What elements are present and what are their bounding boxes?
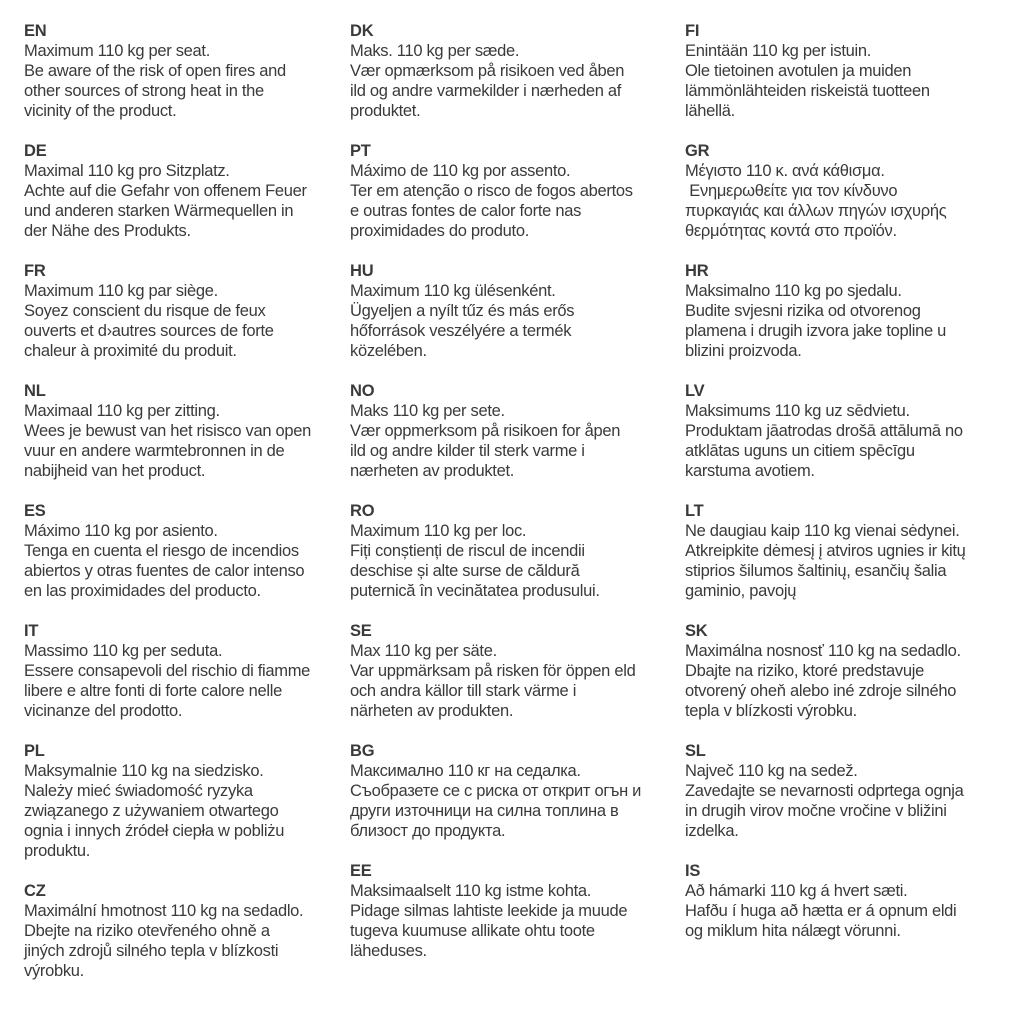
text-line: hőforrások veszélyére a termék [350,322,572,340]
language-section-nl [24,381,356,481]
text-line: Vær opmærksom på risikoen ved åben [350,62,625,80]
language-section-de [24,141,356,241]
language-section-fi [685,21,1017,121]
text-line: Ole tietoinen avotulen ja muiden [685,62,912,80]
text-line: Að hámarki 110 kg á hvert sæti. [685,882,908,900]
text-line: der Nähe des Produkts. [24,222,191,240]
language-section-ee [350,861,682,961]
text-line: e outras fontes de calor forte nas [350,202,582,220]
text-line: близост до продукта. [350,822,506,840]
language-section-it [24,621,356,721]
text-line: Var uppmärksam på risken för öppen eld [350,662,636,680]
text-line: Máximo 110 kg por asiento. [24,522,218,540]
language-column-2 [350,21,682,981]
text-line: Maximálna nosnosť 110 kg na sedadlo. [685,642,961,660]
language-code-label: HR [685,262,709,280]
text-line: Fiți conștienți de riscul de incendii [350,542,585,560]
text-line: Max 110 kg per säte. [350,642,497,660]
text-line: izdelka. [685,822,739,840]
text-line: Maximum 110 kg per loc. [350,522,527,540]
text-line: Máximo de 110 kg por assento. [350,162,571,180]
text-line: Maximum 110 kg par siège. [24,282,218,300]
language-section-bg [350,741,682,841]
language-section-no [350,381,682,481]
language-column-1 [24,21,356,1001]
text-line: Achte auf die Gefahr von offenem Feuer [24,182,307,200]
text-line: Budite svjesni rizika od otvorenog [685,302,921,320]
language-code-label: GR [685,142,710,160]
text-line: Maximum 110 kg per seat. [24,42,210,60]
language-code-label: FR [24,262,46,280]
language-section-hu [350,261,682,361]
text-line: og miklum hita nálægt vörunni. [685,922,901,940]
language-section-pt [350,141,682,241]
text-line: Съобразете се с риска от открит огън и [350,782,642,800]
text-line: Pidage silmas lahtiste leekide ja muude [350,902,628,920]
text-line: nabijheid van het product. [24,462,206,480]
language-code-label: IS [685,862,701,880]
text-line: Be aware of the risk of open fires and [24,62,286,80]
text-line: Hafðu í huga að hætta er á opnum eldi [685,902,957,920]
text-line: chaleur à proximité du produit. [24,342,237,360]
language-section-hr [685,261,1017,361]
text-line: karstuma avotiem. [685,462,815,480]
text-line: Wees je bewust van het risisco van open [24,422,311,440]
language-code-label: FI [685,22,700,40]
text-line: närheten av produkten. [350,702,514,720]
language-section-gr [685,141,1017,241]
text-line: Soyez conscient du risque de feux [24,302,266,320]
language-section-lt [685,501,1017,601]
text-line: ild og andre kilder til sterk varme i [350,442,585,460]
language-section-ro [350,501,682,601]
text-line: puternică în vecinătatea produsului. [350,582,600,600]
language-code-label: PT [350,142,371,160]
text-line: związanego z używaniem otwartego [24,802,279,820]
text-line: nærheten av produktet. [350,462,515,480]
language-code-label: IT [24,622,39,640]
language-column-3 [685,21,1017,961]
text-line: πυρκαγιάς και άλλων πηγών ισχυρής [685,202,947,220]
text-line: Ügyeljen a nyílt tűz és más erős [350,302,575,320]
text-line: plamena i drugih izvora jake topline u [685,322,947,340]
text-line: other sources of strong heat in the [24,82,264,100]
text-line: produktet. [350,102,421,120]
language-code-label: LT [685,502,704,520]
text-line: libere e altre fonti di forte calore nelle [24,682,282,700]
text-line: vuur en andere warmtebronnen in de [24,442,285,460]
language-code-label: CZ [24,882,46,900]
text-line: Maksimalno 110 kg po sjedalu. [685,282,902,300]
text-line: ognia i innych źródeł ciepła w pobliżu [24,822,285,840]
language-section-en [24,21,356,121]
text-line: Maks 110 kg per sete. [350,402,505,420]
text-line: ouverts et d›autres sources de forte [24,322,274,340]
language-code-label: NL [24,382,46,400]
language-code-label: EE [350,862,372,880]
text-line: läheduses. [350,942,427,960]
text-line: Ενημερωθείτε για τον κίνδυνο [685,182,898,200]
text-line: vicinanze del prodotto. [24,702,183,720]
text-line: други източници на силна топлина в [350,802,619,820]
text-line: Zavedajte se nevarnosti odprtega ognja [685,782,964,800]
text-line: Ne daugiau kaip 110 kg vienai sėdynei. [685,522,960,540]
text-line: Enintään 110 kg per istuin. [685,42,872,60]
text-line: közelében. [350,342,427,360]
text-line: výrobku. [24,962,84,980]
text-line: Produktam jāatrodas drošā attālumā no [685,422,963,440]
text-line: Massimo 110 kg per seduta. [24,642,223,660]
language-code-label: NO [350,382,375,400]
text-line: tugeva kuumuse allikate ohtu toote [350,922,595,940]
text-line: Maksimaalselt 110 kg istme kohta. [350,882,592,900]
language-code-label: SL [685,742,706,760]
language-section-is [685,861,1017,941]
language-section-es [24,501,356,601]
language-section-sl [685,741,1017,841]
text-line: jiných zdrojů silného tepla v blízkosti [24,942,279,960]
language-code-label: ES [24,502,46,520]
language-code-label: SE [350,622,372,640]
language-code-label: DE [24,142,47,160]
language-section-lv [685,381,1017,481]
language-section-se [350,621,682,721]
language-section-pl [24,741,356,861]
text-line: Maximum 110 kg ülésenként. [350,282,556,300]
text-line: Maximaal 110 kg per zitting. [24,402,220,420]
text-line: Essere consapevoli del rischio di fiamme [24,662,311,680]
text-line: ild og andre varmekilder i nærheden af [350,82,622,100]
language-code-label: HU [350,262,374,280]
text-line: abiertos y otras fuentes de calor intenso [24,562,305,580]
language-code-label: SK [685,622,708,640]
text-line: en las proximidades del producto. [24,582,261,600]
text-line: otvorený oheň alebo iné zdroje silného [685,682,957,700]
text-line: proximidades do produto. [350,222,529,240]
text-line: Dbajte na riziko, ktoré predstavuje [685,662,924,680]
text-line: och andra källor till stark värme i [350,682,577,700]
language-code-label: EN [24,22,47,40]
language-section-sk [685,621,1017,721]
language-section-cz [24,881,356,981]
text-line: lämmönlähteiden riskeistä tuotteen [685,82,930,100]
text-line: in drugih virov močne vročine v bližini [685,802,947,820]
text-line: Maximal 110 kg pro Sitzplatz. [24,162,230,180]
text-line: Maks. 110 kg per sæde. [350,42,520,60]
text-line: gaminio, pavojų [685,582,797,600]
text-line: Maksymalnie 110 kg na siedzisko. [24,762,264,780]
text-line: atklātas uguns un citiem spēcīgu [685,442,915,460]
text-line: Μέγιστο 110 κ. ανά κάθισμα. [685,162,885,180]
language-code-label: DK [350,22,374,40]
language-code-label: LV [685,382,705,400]
text-line: Največ 110 kg na sedež. [685,762,858,780]
language-code-label: PL [24,742,45,760]
text-line: Vær oppmerksom på risikoen for åpen [350,422,621,440]
text-line: tepla v blízkosti výrobku. [685,702,857,720]
language-section-fr [24,261,356,361]
language-code-label: RO [350,502,375,520]
text-line: stiprios šilumos šaltinių, esančių šalia [685,562,947,580]
text-line: Максимално 110 кг на седалка. [350,762,581,780]
text-line: deschise și alte surse de căldură [350,562,580,580]
text-line: Należy mieć świadomość ryzyka [24,782,253,800]
text-line: Atkreipkite dėmesį į atviros ugnies ir kitų [685,542,966,560]
language-section-dk [350,21,682,121]
text-line: Maksimums 110 kg uz sēdvietu. [685,402,910,420]
text-line: Dbejte na riziko otevřeného ohně a [24,922,270,940]
language-code-label: BG [350,742,375,760]
text-line: und anderen starken Wärmequellen in [24,202,294,220]
text-line: Maximální hmotnost 110 kg na sedadlo. [24,902,304,920]
text-line: lähellä. [685,102,735,120]
text-line: produktu. [24,842,91,860]
text-line: Ter em atenção o risco de fogos abertos [350,182,633,200]
text-line: Tenga en cuenta el riesgo de incendios [24,542,299,560]
text-line: blizini proizvoda. [685,342,802,360]
text-line: vicinity of the product. [24,102,177,120]
text-line: θερμότητας κοντά στο προϊόν. [685,222,897,240]
